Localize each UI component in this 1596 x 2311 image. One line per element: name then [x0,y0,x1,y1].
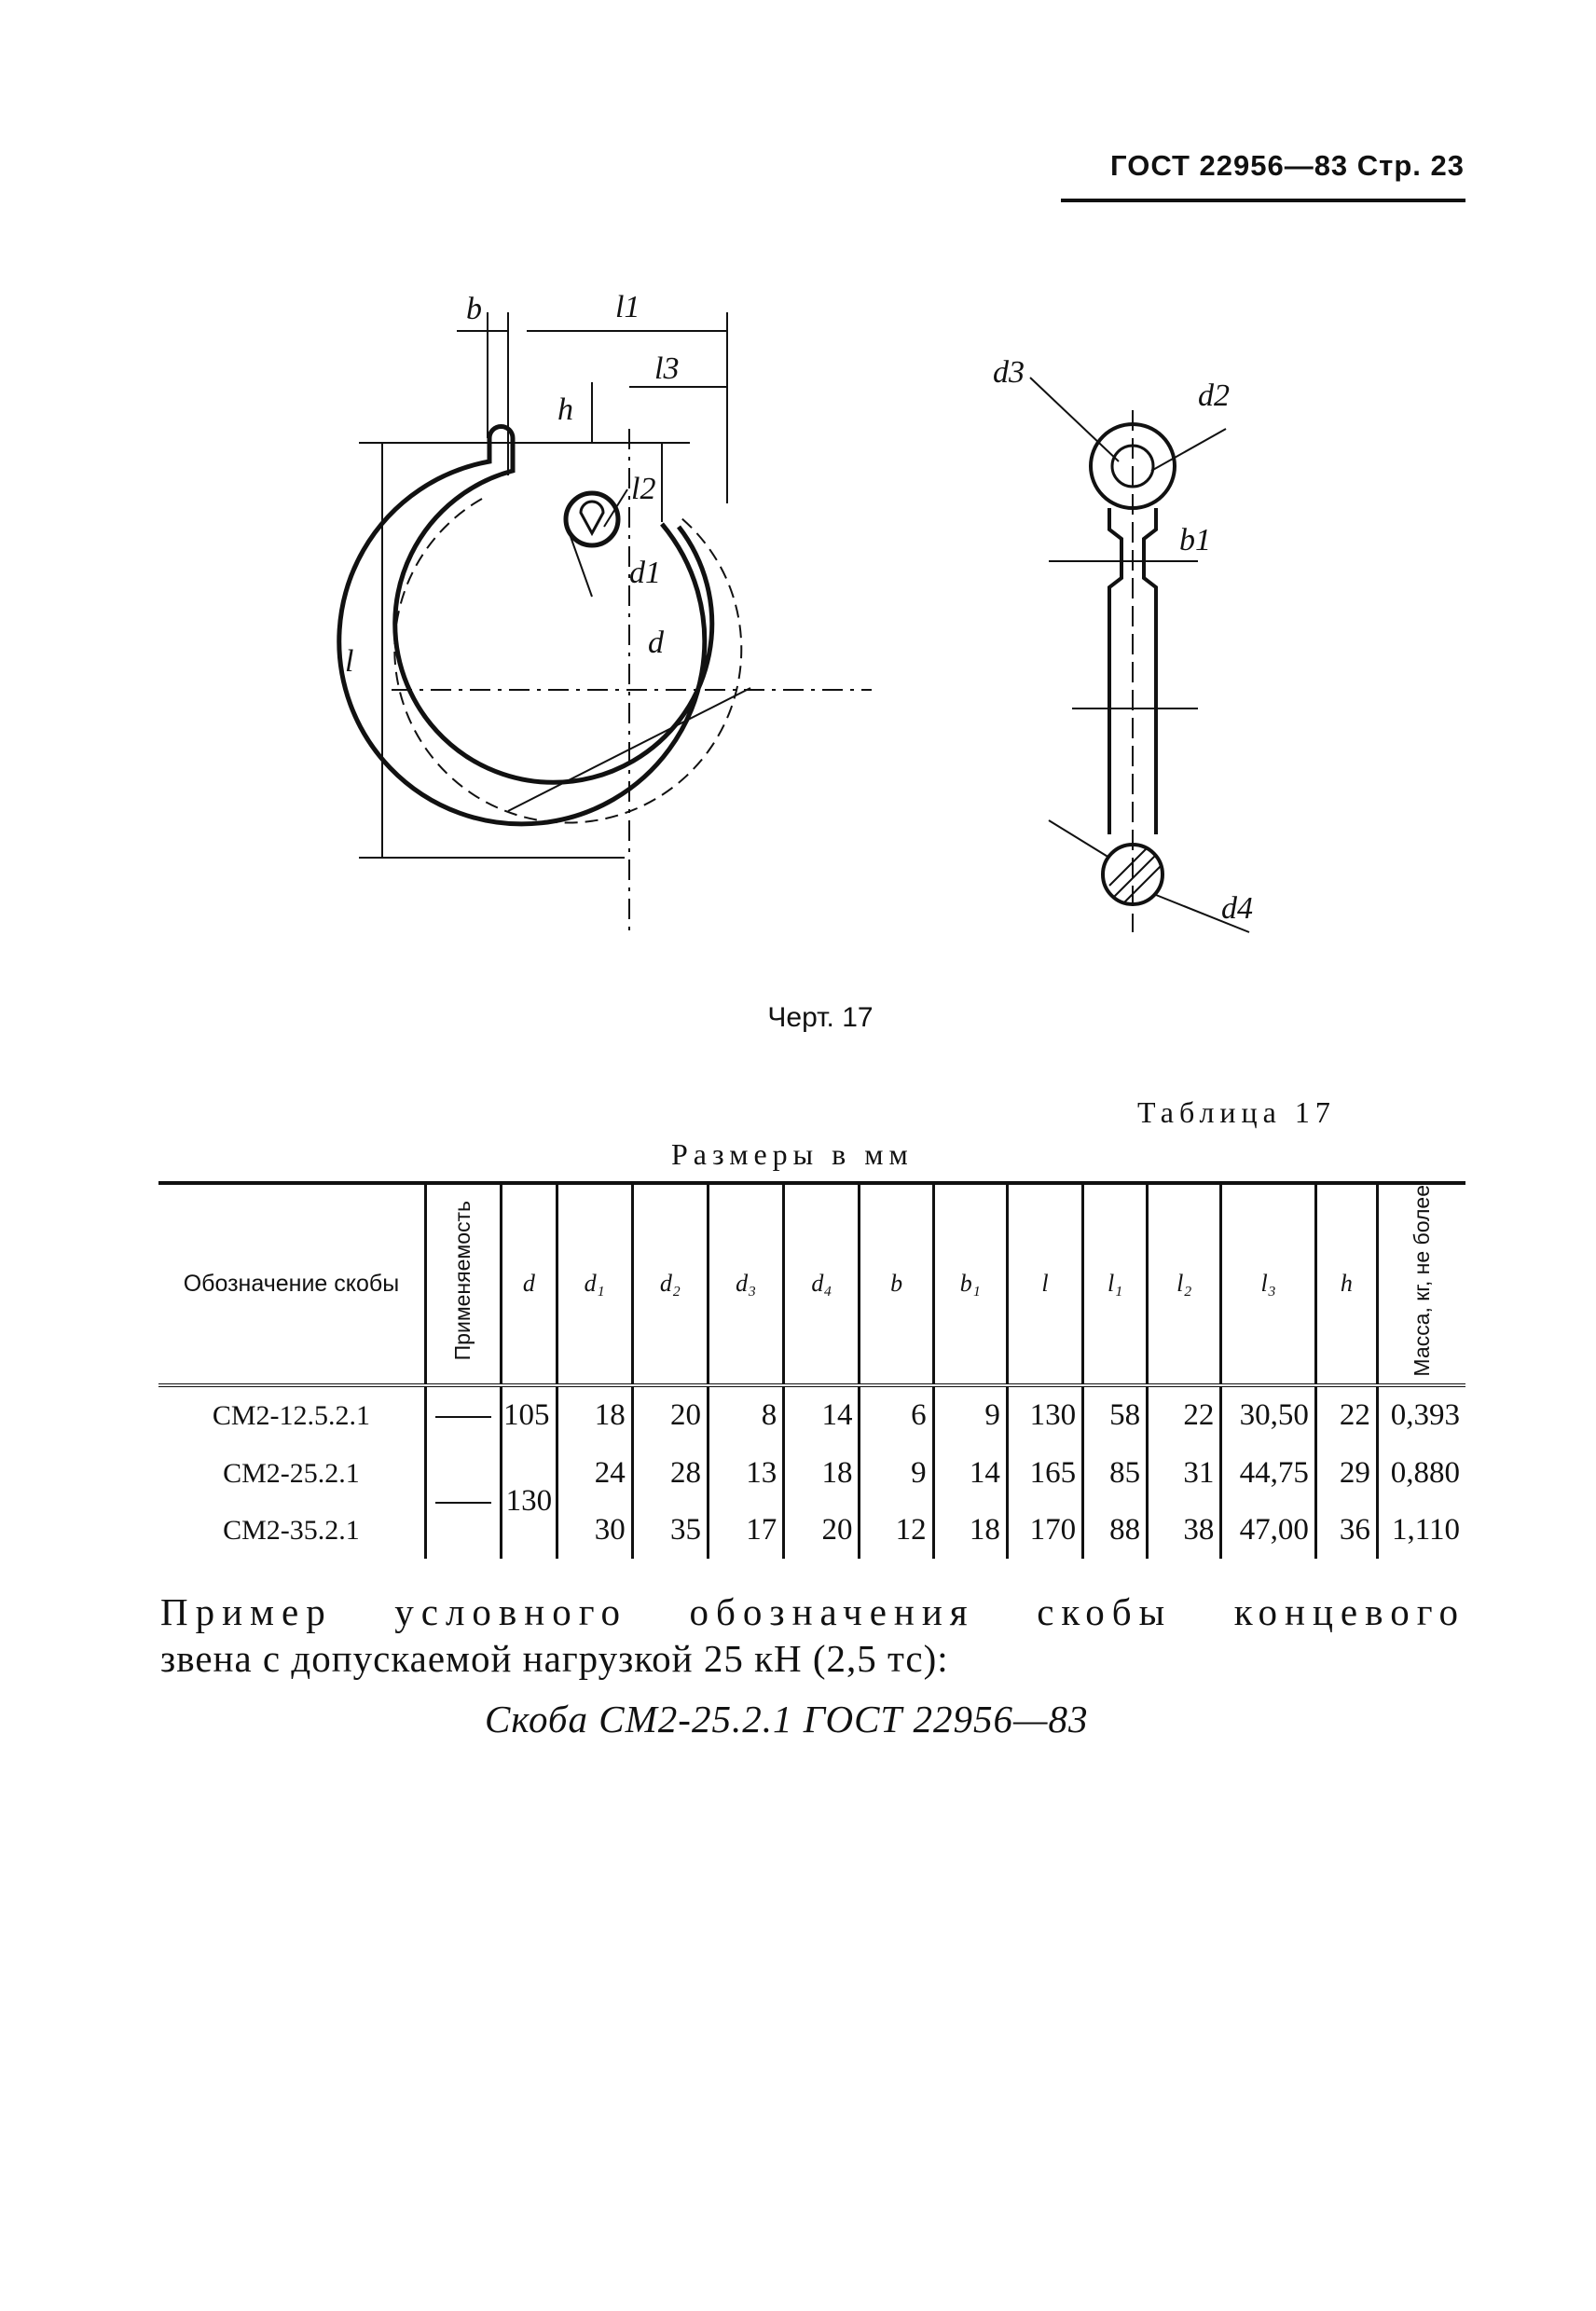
label-d: d [648,626,664,660]
cell-applicability [425,1445,501,1559]
cell-b: 9 [860,1445,933,1503]
label-d2: d2 [1198,378,1230,413]
ring-inner-contour [394,499,741,822]
header-d: d [502,1183,557,1385]
header-l2: l₂ [1148,1183,1221,1385]
dash-mark [435,1502,491,1504]
ring-eye-hole [581,502,603,533]
header-l3: l₃ [1221,1183,1316,1385]
table-row [158,1503,1465,1559]
example-designation: Скоба СМ2-25.2.1 ГОСТ 22956—83 [485,1698,1089,1740]
cell-mass: 0,880 [1377,1445,1465,1503]
label-b: b [466,292,482,326]
dim-d3-leader [1030,378,1119,461]
dash-mark [435,1416,491,1418]
cell-b: 12 [860,1503,933,1559]
dim-d4-leader-2 [1049,820,1109,858]
cell-l3: 47,00 [1221,1503,1316,1559]
label-l2: l2 [631,472,656,506]
cell-d4: 20 [784,1503,860,1559]
side-section-hatch-1 [1109,848,1147,886]
table-number: Таблица 17 [1137,1095,1336,1129]
cell-b1: 14 [933,1445,1007,1503]
cell-d2: 20 [632,1385,708,1445]
cell-d3: 8 [709,1385,784,1445]
cell-d-merged: 130 [502,1445,557,1559]
cell-l: 130 [1007,1385,1082,1445]
label-b1: b1 [1179,523,1211,557]
cell-l: 170 [1007,1503,1082,1559]
cell-d: 105 [502,1385,557,1445]
header-d4: d₄ [784,1183,860,1385]
cell-code: СМ2-25.2.1 [223,1457,360,1489]
cell-d1: 24 [557,1445,632,1503]
label-d3: d3 [993,355,1025,390]
cell-l3: 30,50 [1221,1385,1316,1445]
example-line-1: Пример условного обозначения скобы концевого [160,1590,1465,1633]
header-rule [1061,199,1465,202]
cell-d3: 17 [709,1503,784,1559]
figure-caption: Черт. 17 [767,1002,874,1033]
cell-l: 165 [1007,1445,1082,1503]
cell-b: 6 [860,1385,933,1445]
table-row [158,1385,1465,1445]
table-units: Размеры в мм [671,1137,914,1171]
header-applicability: Применяемость [425,1183,501,1385]
cell-d2: 28 [632,1445,708,1503]
cell-l1: 85 [1083,1445,1148,1503]
side-section-hatch-3 [1123,866,1161,903]
cell-l2: 31 [1148,1445,1221,1503]
cell-b1: 18 [933,1503,1007,1559]
header-d3: d₃ [709,1183,784,1385]
technical-drawing [308,289,1286,960]
header-code: Обозначение скобы [158,1183,425,1385]
cell-h: 22 [1315,1385,1377,1445]
header-mass: Масса, кг, не более [1377,1183,1465,1385]
cell-d2: 35 [632,1503,708,1559]
cell-d1: 18 [557,1385,632,1445]
label-d4: d4 [1221,891,1253,926]
label-l: l [345,644,354,679]
header-b1: b₁ [933,1183,1007,1385]
label-d1: d1 [629,556,661,590]
cell-h: 29 [1315,1445,1377,1503]
cell-mass: 1,110 [1377,1503,1465,1559]
header-l: l [1007,1183,1082,1385]
cell-mass: 0,393 [1377,1385,1465,1445]
dimensions-table [158,1181,1465,1559]
label-l1: l1 [615,290,640,324]
cell-b1: 9 [933,1385,1007,1445]
table-header-row [158,1183,1465,1385]
header-h: h [1315,1183,1377,1385]
table-row [158,1445,1465,1503]
cell-h: 36 [1315,1503,1377,1559]
cell-l3: 44,75 [1221,1445,1316,1503]
header-d1: d₁ [557,1183,632,1385]
cell-code: СМ2-35.2.1 [223,1514,360,1546]
cell-d1: 30 [557,1503,632,1559]
header-l1: l₁ [1083,1183,1148,1385]
cell-l2: 38 [1148,1503,1221,1559]
header-d2: d₂ [632,1183,708,1385]
cell-d3: 13 [709,1445,784,1503]
page-header: ГОСТ 22956—83 Стр. 23 [1110,149,1465,182]
cell-d4: 18 [784,1445,860,1503]
cell-l1: 88 [1083,1503,1148,1559]
label-h: h [557,392,573,427]
cell-l2: 22 [1148,1385,1221,1445]
cell-code: СМ2-12.5.2.1 [212,1399,371,1431]
label-l3: l3 [654,351,680,386]
header-b: b [860,1183,933,1385]
cell-d4: 14 [784,1385,860,1445]
cell-l1: 58 [1083,1385,1148,1445]
example-line-2: звена с допускаемой нагрузкой 25 кН (2,5 тс): [160,1637,949,1680]
cell-applicability [425,1385,501,1445]
